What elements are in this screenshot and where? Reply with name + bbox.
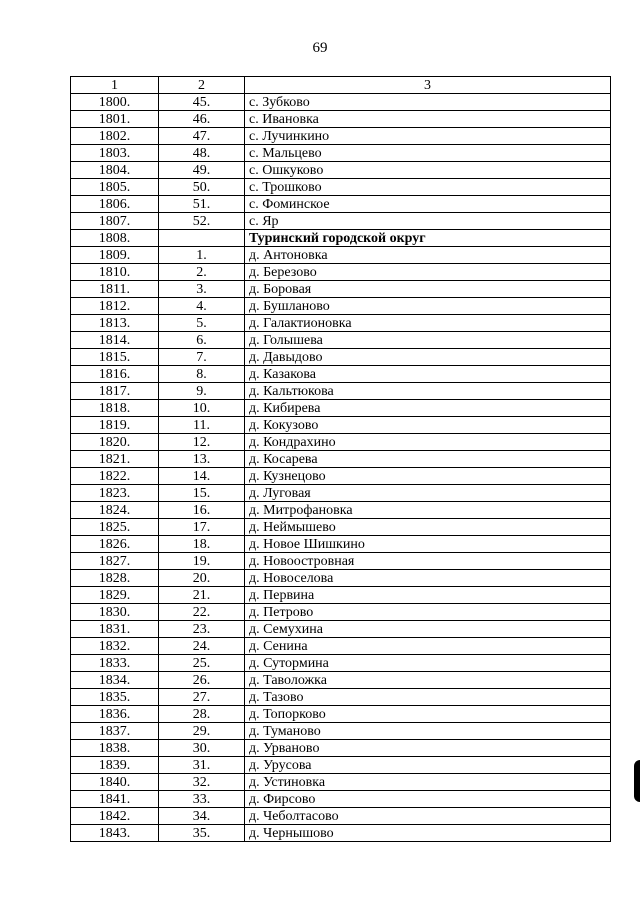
settlement-name: д. Сутормина xyxy=(245,655,611,672)
row-local-number: 8. xyxy=(159,366,245,383)
row-overall-number: 1808. xyxy=(71,230,159,247)
row-local-number: 31. xyxy=(159,757,245,774)
settlement-name: с. Ивановка xyxy=(245,111,611,128)
settlement-name: д. Сенина xyxy=(245,638,611,655)
table-row xyxy=(71,774,611,791)
table-row xyxy=(71,808,611,825)
row-local-number: 5. xyxy=(159,315,245,332)
table-row xyxy=(71,485,611,502)
settlement-name: д. Березово xyxy=(245,264,611,281)
table-row xyxy=(71,536,611,553)
settlement-name: д. Туманово xyxy=(245,723,611,740)
row-local-number: 28. xyxy=(159,706,245,723)
settlement-name: д. Кальтюкова xyxy=(245,383,611,400)
table-row xyxy=(71,553,611,570)
table-row xyxy=(71,502,611,519)
row-overall-number: 1818. xyxy=(71,400,159,417)
row-overall-number: 1807. xyxy=(71,213,159,230)
table-row xyxy=(71,111,611,128)
settlement-name: д. Урваново xyxy=(245,740,611,757)
row-overall-number: 1804. xyxy=(71,162,159,179)
row-overall-number: 1834. xyxy=(71,672,159,689)
table-row xyxy=(71,706,611,723)
settlement-name: с. Ошкуково xyxy=(245,162,611,179)
page-number: 69 xyxy=(312,40,328,56)
settlement-name: д. Устиновка xyxy=(245,774,611,791)
table-row xyxy=(71,196,611,213)
row-overall-number: 1819. xyxy=(71,417,159,434)
row-overall-number: 1842. xyxy=(71,808,159,825)
row-local-number: 52. xyxy=(159,213,245,230)
settlement-name: с. Фоминское xyxy=(245,196,611,213)
settlement-name: с. Яр xyxy=(245,213,611,230)
row-overall-number: 1821. xyxy=(71,451,159,468)
table-row xyxy=(71,791,611,808)
row-local-number: 48. xyxy=(159,145,245,162)
row-local-number: 46. xyxy=(159,111,245,128)
row-overall-number: 1827. xyxy=(71,553,159,570)
settlement-name: д. Тазово xyxy=(245,689,611,706)
row-overall-number: 1822. xyxy=(71,468,159,485)
row-local-number: 50. xyxy=(159,179,245,196)
row-local-number: 11. xyxy=(159,417,245,434)
table-row xyxy=(71,451,611,468)
row-local-number: 47. xyxy=(159,128,245,145)
row-local-number: 30. xyxy=(159,740,245,757)
table-row xyxy=(71,366,611,383)
row-local-number: 3. xyxy=(159,281,245,298)
row-local-number: 14. xyxy=(159,468,245,485)
settlement-name: д. Антоновка xyxy=(245,247,611,264)
row-local-number: 7. xyxy=(159,349,245,366)
row-local-number: 23. xyxy=(159,621,245,638)
table-header-row xyxy=(71,77,611,94)
settlement-name: д. Урусова xyxy=(245,757,611,774)
settlement-name: д. Чернышово xyxy=(245,825,611,842)
row-local-number: 6. xyxy=(159,332,245,349)
settlement-name: д. Казакова xyxy=(245,366,611,383)
column-header-3: 3 xyxy=(245,77,611,94)
table-row xyxy=(71,145,611,162)
table-row xyxy=(71,128,611,145)
row-overall-number: 1828. xyxy=(71,570,159,587)
table-row xyxy=(71,162,611,179)
row-overall-number: 1816. xyxy=(71,366,159,383)
column-header-2: 2 xyxy=(159,77,245,94)
settlement-name: с. Мальцево xyxy=(245,145,611,162)
row-local-number: 10. xyxy=(159,400,245,417)
margin-mark xyxy=(634,760,640,802)
row-overall-number: 1805. xyxy=(71,179,159,196)
table-row xyxy=(71,638,611,655)
row-overall-number: 1817. xyxy=(71,383,159,400)
row-overall-number: 1841. xyxy=(71,791,159,808)
settlement-name: д. Первина xyxy=(245,587,611,604)
row-local-number: 1. xyxy=(159,247,245,264)
row-overall-number: 1835. xyxy=(71,689,159,706)
row-overall-number: 1814. xyxy=(71,332,159,349)
settlement-name: с. Лучинкино xyxy=(245,128,611,145)
district-heading: Туринский городской округ xyxy=(245,230,611,247)
settlement-name: д. Таволожка xyxy=(245,672,611,689)
row-local-number: 33. xyxy=(159,791,245,808)
row-local-number: 17. xyxy=(159,519,245,536)
row-local-number: 45. xyxy=(159,94,245,111)
row-local-number: 18. xyxy=(159,536,245,553)
row-local-number: 12. xyxy=(159,434,245,451)
settlement-name: д. Галактионовка xyxy=(245,315,611,332)
row-overall-number: 1836. xyxy=(71,706,159,723)
settlement-name: с. Зубково xyxy=(245,94,611,111)
settlement-name: д. Новоостровная xyxy=(245,553,611,570)
settlement-name: д. Топорково xyxy=(245,706,611,723)
column-header-1: 1 xyxy=(71,77,159,94)
row-overall-number: 1803. xyxy=(71,145,159,162)
settlement-name: д. Боровая xyxy=(245,281,611,298)
settlement-name: д. Кузнецово xyxy=(245,468,611,485)
table-row xyxy=(71,519,611,536)
row-overall-number: 1812. xyxy=(71,298,159,315)
settlement-name: д. Митрофановка xyxy=(245,502,611,519)
settlement-name: д. Кибирева xyxy=(245,400,611,417)
table-row xyxy=(71,417,611,434)
row-local-number: 21. xyxy=(159,587,245,604)
table-row xyxy=(71,230,611,247)
table-row xyxy=(71,349,611,366)
row-local-number: 2. xyxy=(159,264,245,281)
row-overall-number: 1823. xyxy=(71,485,159,502)
row-local-number: 35. xyxy=(159,825,245,842)
table-row xyxy=(71,434,611,451)
row-local-number: 49. xyxy=(159,162,245,179)
row-overall-number: 1811. xyxy=(71,281,159,298)
row-overall-number: 1813. xyxy=(71,315,159,332)
row-local-number: 51. xyxy=(159,196,245,213)
table-row xyxy=(71,757,611,774)
row-overall-number: 1801. xyxy=(71,111,159,128)
row-local-number: 13. xyxy=(159,451,245,468)
row-overall-number: 1806. xyxy=(71,196,159,213)
table-row xyxy=(71,383,611,400)
row-local-number: 27. xyxy=(159,689,245,706)
table-row xyxy=(71,213,611,230)
table-row xyxy=(71,689,611,706)
settlement-name: д. Кондрахино xyxy=(245,434,611,451)
row-overall-number: 1832. xyxy=(71,638,159,655)
settlements-table xyxy=(70,76,611,842)
settlement-name: д. Луговая xyxy=(245,485,611,502)
row-overall-number: 1815. xyxy=(71,349,159,366)
row-local-number: 16. xyxy=(159,502,245,519)
row-overall-number: 1802. xyxy=(71,128,159,145)
row-overall-number: 1838. xyxy=(71,740,159,757)
row-local-number: 26. xyxy=(159,672,245,689)
row-overall-number: 1824. xyxy=(71,502,159,519)
row-overall-number: 1839. xyxy=(71,757,159,774)
table-row xyxy=(71,179,611,196)
row-overall-number: 1810. xyxy=(71,264,159,281)
settlement-name: д. Петрово xyxy=(245,604,611,621)
settlement-name: д. Голышева xyxy=(245,332,611,349)
settlement-name: д. Неймышево xyxy=(245,519,611,536)
row-local-number: 19. xyxy=(159,553,245,570)
settlement-name: с. Трошково xyxy=(245,179,611,196)
row-local-number: 9. xyxy=(159,383,245,400)
settlement-name: д. Семухина xyxy=(245,621,611,638)
row-overall-number: 1825. xyxy=(71,519,159,536)
table-row xyxy=(71,587,611,604)
table-row xyxy=(71,655,611,672)
row-local-number: 15. xyxy=(159,485,245,502)
table-body xyxy=(71,94,611,842)
table-row xyxy=(71,264,611,281)
table-row xyxy=(71,94,611,111)
row-overall-number: 1809. xyxy=(71,247,159,264)
row-local-number: 25. xyxy=(159,655,245,672)
row-local-number: 32. xyxy=(159,774,245,791)
row-local-number: 20. xyxy=(159,570,245,587)
row-overall-number: 1840. xyxy=(71,774,159,791)
settlement-name: д. Косарева xyxy=(245,451,611,468)
table-row xyxy=(71,740,611,757)
row-local-number: 24. xyxy=(159,638,245,655)
row-overall-number: 1829. xyxy=(71,587,159,604)
table-row xyxy=(71,672,611,689)
table-row xyxy=(71,621,611,638)
settlement-name: д. Фирсово xyxy=(245,791,611,808)
row-overall-number: 1831. xyxy=(71,621,159,638)
settlement-name: д. Кокузово xyxy=(245,417,611,434)
row-overall-number: 1826. xyxy=(71,536,159,553)
table-row xyxy=(71,400,611,417)
table-row xyxy=(71,570,611,587)
row-overall-number: 1837. xyxy=(71,723,159,740)
row-local-number: 4. xyxy=(159,298,245,315)
row-local-number: 34. xyxy=(159,808,245,825)
row-local-number: 29. xyxy=(159,723,245,740)
settlement-name: д. Новое Шишкино xyxy=(245,536,611,553)
table-row xyxy=(71,468,611,485)
row-local-number xyxy=(159,230,245,247)
settlement-name: д. Бушланово xyxy=(245,298,611,315)
row-overall-number: 1800. xyxy=(71,94,159,111)
row-overall-number: 1820. xyxy=(71,434,159,451)
table-row xyxy=(71,723,611,740)
table-row xyxy=(71,315,611,332)
table-row xyxy=(71,247,611,264)
settlement-name: д. Чеболтасово xyxy=(245,808,611,825)
row-overall-number: 1833. xyxy=(71,655,159,672)
table-row xyxy=(71,281,611,298)
table-row xyxy=(71,298,611,315)
table-row xyxy=(71,332,611,349)
table-row xyxy=(71,825,611,842)
settlement-name: д. Новоселова xyxy=(245,570,611,587)
row-overall-number: 1843. xyxy=(71,825,159,842)
row-overall-number: 1830. xyxy=(71,604,159,621)
row-local-number: 22. xyxy=(159,604,245,621)
table-row xyxy=(71,604,611,621)
settlement-name: д. Давыдово xyxy=(245,349,611,366)
